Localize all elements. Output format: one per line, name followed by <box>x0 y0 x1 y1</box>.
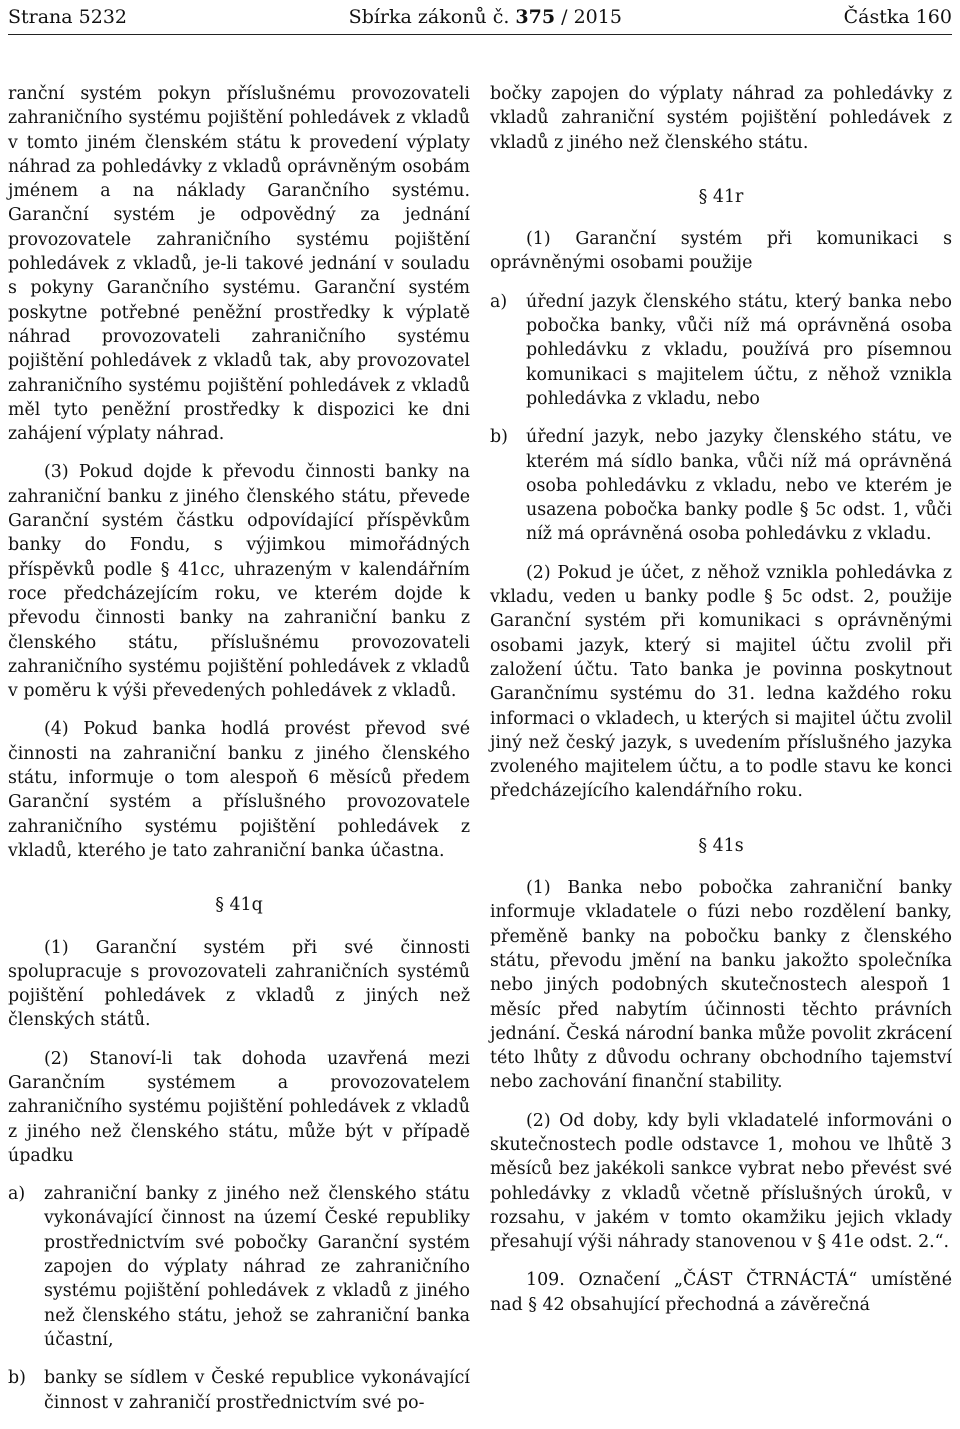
list-label: a) <box>490 291 508 312</box>
list-text: úřední jazyk členského státu, který banka nebo pobočka banky, vůči níž má oprávněná osoba pohledávku z vkladu, používá pro písemnou komunikaci s majitelem účtu, z něhož vznikla pohledávka z vkladu, nebo <box>526 291 952 409</box>
paragraph: (2) Pokud je účet, z něhož vznikla pohledávka z vkladu, veden u banky podle § 5c odst. 2, použije Garanční systém při komunikaci s oprávněnými osobami jazyk, který si majitel účtu zvolil při založení účtu. Tato banka je povinna poskytnout Garančnímu systému do 31. ledna každého roku informaci o vkladech, u kterých si majitel účtu zvolil jiný než český jazyk, s uvedením příslušného jazyka zvoleného majitelem účtu, a to podle stavu ke konci předcházejícího kalendářního roku. <box>490 562 952 802</box>
law-number: 375 <box>515 6 556 28</box>
collection-title: Sbírka zákonů č. 375 / 2015 <box>348 6 622 28</box>
list-item <box>490 425 952 546</box>
paragraph: (1) Garanční systém při komunikaci s oprávněnými osobami použije <box>490 229 952 274</box>
page-number: Strana 5232 <box>8 6 128 28</box>
paragraph: (2) Stanoví-li tak dohoda uzavřená mezi Garančním systémem a provozovatelem zahraničního systému pojištění pohledávek z vkladů z jiného než členského státu, může být v případě úpadku <box>8 1048 470 1166</box>
paragraph: bočky zapojen do výplaty náhrad za pohledávky z vkladů zahraniční systém pojištění pohledávek z vkladů z jiného než členského státu. <box>490 84 952 153</box>
list-label: a) <box>8 1184 26 1205</box>
part-number: Částka 160 <box>843 6 952 28</box>
paragraph: (3) Pokud dojde k převodu činnosti banky na zahraniční banku z jiného členského státu, převede Garanční systém částku odpovídající příspěvkům banky do Fondu, s výjimkou mimořádných příspěvků podle § 41cc, uhrazeným v kalendářním roce předcházejícím roku, ve kterém dojde k převodu činnosti banky na zahraniční banku z členského státu, příslušnému provozovateli zahraničního systému pojištění pohledávek z vkladů v poměru k výši převedených pohledávek z vkladů. <box>8 462 470 702</box>
list-item <box>8 1366 470 1415</box>
list-text: banky se sídlem v České republice vykonávající činnost v zahraničí prostřednictvím své po- <box>44 1368 470 1413</box>
paragraph: (1) Garanční systém při své činnosti spolupracuje s provozovateli zahraničních systémů pojištění pohledávek z vkladů z jiných než členských států. <box>8 937 470 1031</box>
paragraph: (4) Pokud banka hodlá provést převod své činnosti na zahraniční banku z jiného členského státu, informuje o tom alespoň 6 měsíců předem Garanční systém a příslušného provozovatele zahraničního systému pojištění pohledávek z vkladů, kterého je tato zahraniční banka účastna. <box>8 719 470 861</box>
section-heading-41r: § 41r <box>698 186 744 207</box>
paragraph: (2) Od doby, kdy byli vkladatelé informováni o skutečnostech podle odstavce 1, mohou ve lhůtě 3 měsíců bez jakékoli sankce vybrat nebo převést své pohledávky z vkladů včetně příslušných úroků, v rozsahu, v jakém v tomto okamžiku jejich vklady přesahují výši náhrady stanovenou v § 41e odst. 2.“. <box>490 1110 952 1253</box>
left-column <box>8 82 470 1429</box>
list-item <box>490 290 952 411</box>
right-column <box>490 82 952 1331</box>
list-text: úřední jazyk, nebo jazyky členského státu, ve kterém má sídlo banka, vůči níž má oprávněná osoba pohledávku z vkladu, nebo ve kterém je usazena pobočka banky podle § 5c odst. 1, vůči níž má oprávněná osoba pohledávku z vkladu. <box>526 427 952 545</box>
list-item <box>8 1182 470 1352</box>
section-heading-41s: § 41s <box>698 835 744 856</box>
amendment-point: 109. Označení „ČÁST ČTRNÁCTÁ“ umístěné nad § 42 obsahující přechodná a závěrečná <box>490 1270 952 1315</box>
list-text: zahraniční banky z jiného než členského státu vykonávající činnost na území České republiky prostřednictvím své pobočky Garanční systém zapojen do výplaty náhrad ze zahraničního systému pojištění pohledávek z vkladů z jiného než členského státu, jehož se zahraniční banka účastní, <box>44 1184 470 1350</box>
paragraph: (1) Banka nebo pobočka zahraniční banky informuje vkladatele o fúzi nebo rozdělení banky, přeměně banky na pobočku banky z členského státu, převodu jmění na banku jakožto společníka nebo jiných podobných skutečnostech alespoň 1 měsíc před nabytím účinnosti těchto právních jednání. Česká národní banka může povolit zkrácení této lhůty z důvodu ochrany obchodního tajemství nebo zachování finanční stability. <box>490 878 952 1093</box>
section-heading-41q: § 41q <box>215 895 263 916</box>
paragraph: ranční systém pokyn příslušnému provozovateli zahraničního systému pojištění pohledávek z vkladů v tomto jiném členském státu k provedení výplaty náhrad za pohledávky z vkladů oprávněným osobám jménem a na náklady Garančního systému. Garanční systém je odpovědný za jednání provozovatele zahraničního systému pojištění pohledávek z vkladů, je-li takové jednání v souladu s pokyny Garančního systému. Garanční systém poskytne potřebné peněžní prostředky k výplatě náhrad provozovateli zahraničního systému pojištění pohledávek z vkladů tak, aby provozovatel zahraničního systému pojištění pohledávek z vkladů měl tyto peněžní prostředky k dispozici ke dni zahájení výplaty náhrad. <box>8 84 470 445</box>
list-label: b) <box>8 1368 26 1389</box>
page-header <box>8 0 952 35</box>
list-label: b) <box>490 427 508 448</box>
